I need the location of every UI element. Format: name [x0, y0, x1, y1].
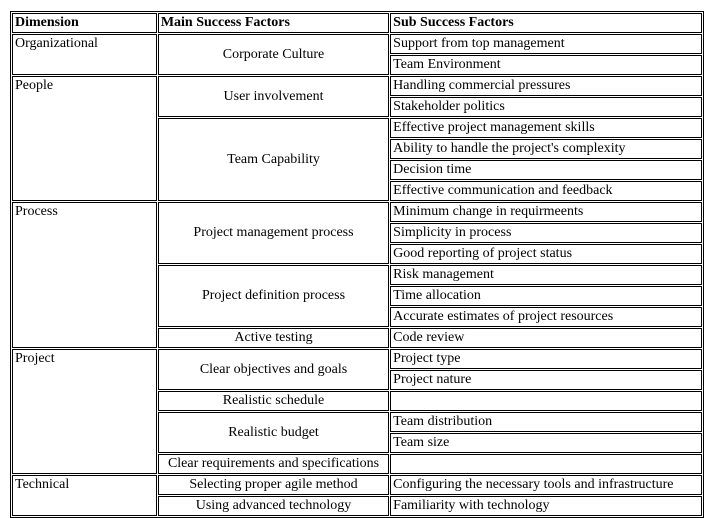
success-factors-table	[10, 11, 704, 518]
table-row	[12, 76, 702, 96]
main-factor-cell: Selecting proper agile method	[158, 475, 389, 495]
main-factor-cell: Corporate Culture	[158, 34, 389, 75]
sub-factor-cell: Time allocation	[390, 286, 702, 306]
sub-factor-cell: Handling commercial pressures	[390, 76, 702, 96]
sub-factor-cell: Project type	[390, 349, 702, 369]
table-body	[12, 34, 702, 516]
main-factor-cell: Using advanced technology	[158, 496, 389, 516]
sub-factor-cell: Accurate estimates of project resources	[390, 307, 702, 327]
dimension-cell: People	[12, 76, 157, 201]
sub-factor-cell: Decision time	[390, 160, 702, 180]
sub-factor-cell: Code review	[390, 328, 702, 348]
sub-factor-cell: Team size	[390, 433, 702, 453]
sub-factor-cell: Stakeholder politics	[390, 97, 702, 117]
table-row	[12, 34, 702, 54]
dimension-cell: Organizational	[12, 34, 157, 75]
sub-factor-cell: Effective communication and feedback	[390, 181, 702, 201]
main-factor-cell: Project definition process	[158, 265, 389, 327]
sub-factor-cell	[390, 454, 702, 474]
sub-factor-cell: Simplicity in process	[390, 223, 702, 243]
header-main-success-factors: Main Success Factors	[158, 13, 389, 33]
sub-factor-cell: Familiarity with technology	[390, 496, 702, 516]
main-factor-cell: Clear objectives and goals	[158, 349, 389, 390]
sub-factor-cell: Good reporting of project status	[390, 244, 702, 264]
sub-factor-cell: Configuring the necessary tools and infrastructure	[390, 475, 702, 495]
sub-factor-cell: Project nature	[390, 370, 702, 390]
sub-factor-cell	[390, 391, 702, 411]
table-row	[12, 202, 702, 222]
table-row	[12, 349, 702, 369]
sub-factor-cell: Support from top management	[390, 34, 702, 54]
table-row	[12, 475, 702, 495]
sub-factor-cell: Minimum change in requirmeents	[390, 202, 702, 222]
main-factor-cell: Realistic budget	[158, 412, 389, 453]
sub-factor-cell: Team distribution	[390, 412, 702, 432]
main-factor-cell: Team Capability	[158, 118, 389, 201]
dimension-cell: Process	[12, 202, 157, 348]
sub-factor-cell: Effective project management skills	[390, 118, 702, 138]
dimension-cell: Technical	[12, 475, 157, 516]
header-sub-success-factors: Sub Success Factors	[390, 13, 702, 33]
main-factor-cell: Active testing	[158, 328, 389, 348]
sub-factor-cell: Risk management	[390, 265, 702, 285]
main-factor-cell: Realistic schedule	[158, 391, 389, 411]
main-factor-cell: Clear requirements and specifications	[158, 454, 389, 474]
main-factor-cell: Project management process	[158, 202, 389, 264]
header-row	[12, 13, 702, 33]
sub-factor-cell: Team Environment	[390, 55, 702, 75]
main-factor-cell: User involvement	[158, 76, 389, 117]
header-dimension: Dimension	[12, 13, 157, 33]
dimension-cell: Project	[12, 349, 157, 474]
sub-factor-cell: Ability to handle the project's complexity	[390, 139, 702, 159]
